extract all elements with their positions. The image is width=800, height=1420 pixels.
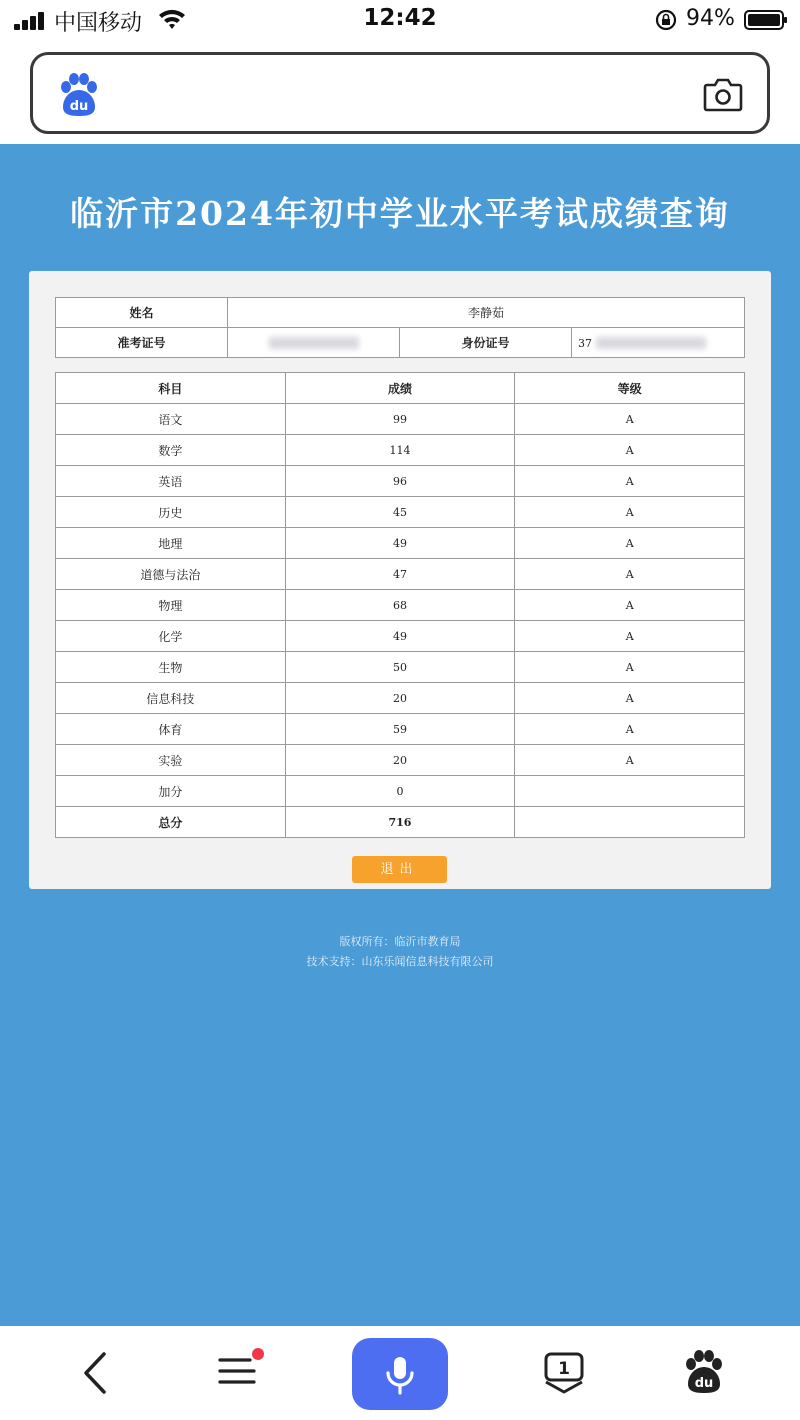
subject-cell: 实验 [56, 745, 286, 776]
table-row [56, 776, 745, 807]
table-row [56, 590, 745, 621]
score-table-header [56, 373, 745, 404]
browser-search-bar [0, 42, 800, 144]
subject-cell: 道德与法治 [56, 559, 286, 590]
subject-cell: 物理 [56, 590, 286, 621]
exam-id-value [228, 328, 400, 358]
score-cell: 0 [285, 776, 515, 807]
status-bar [0, 0, 800, 42]
carrier-name: 中国移动 [54, 11, 143, 36]
score-cell: 49 [285, 528, 515, 559]
subject-cell: 数学 [56, 435, 286, 466]
subject-cell: 英语 [56, 466, 286, 497]
svg-text:du: du [694, 1376, 714, 1391]
notification-dot [252, 1348, 264, 1360]
tech-support-text: 技术支持：山东乐闻信息科技有限公司 [306, 955, 494, 968]
grade-cell: A [515, 528, 745, 559]
header-subject: 科目 [56, 373, 286, 404]
id-card-value [572, 328, 745, 358]
score-cell: 49 [285, 621, 515, 652]
subject-cell: 历史 [56, 497, 286, 528]
copyright-text: 版权所有：临沂市教育局 [339, 935, 461, 948]
score-table [55, 372, 745, 838]
cellular-signal-icon [14, 12, 46, 30]
grade-cell: A [515, 745, 745, 776]
total-score: 716 [285, 807, 515, 838]
clock: 12:42 [363, 5, 437, 31]
grade-cell: A [515, 652, 745, 683]
results-panel [29, 271, 771, 889]
table-row [56, 714, 745, 745]
header-grade: 等级 [515, 373, 745, 404]
camera-icon[interactable] [703, 75, 743, 113]
header-score: 成绩 [285, 373, 515, 404]
subject-cell: 语文 [56, 404, 286, 435]
voice-search-button[interactable] [352, 1338, 448, 1410]
subject-cell: 化学 [56, 621, 286, 652]
grade-cell: A [515, 590, 745, 621]
id-card-partial: 37 [578, 336, 592, 350]
baidu-paw-icon[interactable] [682, 1350, 726, 1394]
tabs-icon[interactable] [542, 1350, 586, 1394]
score-cell: 96 [285, 466, 515, 497]
score-cell: 20 [285, 683, 515, 714]
wifi-icon [157, 7, 187, 31]
table-row [56, 435, 745, 466]
exam-id-label: 准考证号 [56, 328, 228, 358]
exit-button[interactable]: 退出 [352, 856, 447, 883]
grade-cell: A [515, 559, 745, 590]
student-name: 李静茹 [228, 298, 745, 328]
subject-cell: 加分 [56, 776, 286, 807]
table-row [56, 559, 745, 590]
menu-icon[interactable] [216, 1348, 266, 1392]
total-row [56, 807, 745, 838]
grade-cell [515, 776, 745, 807]
tab-count: 1 [558, 1359, 570, 1379]
subject-cell: 地理 [56, 528, 286, 559]
score-cell: 114 [285, 435, 515, 466]
rotation-lock-icon [654, 8, 678, 32]
battery-percent: 94% [686, 6, 735, 31]
score-cell: 50 [285, 652, 515, 683]
total-grade [515, 807, 745, 838]
svg-text:du: du [69, 99, 89, 114]
score-cell: 47 [285, 559, 515, 590]
microphone-icon [384, 1355, 416, 1395]
score-cell: 20 [285, 745, 515, 776]
grade-cell: A [515, 714, 745, 745]
grade-cell: A [515, 683, 745, 714]
subject-cell: 体育 [56, 714, 286, 745]
table-row [56, 652, 745, 683]
student-info-table [55, 297, 745, 358]
name-label: 姓名 [56, 298, 228, 328]
browser-bottom-bar [0, 1326, 800, 1420]
score-cell: 68 [285, 590, 515, 621]
grade-cell: A [515, 404, 745, 435]
table-row [56, 621, 745, 652]
total-label: 总分 [56, 807, 286, 838]
subject-cell: 生物 [56, 652, 286, 683]
search-input[interactable] [30, 52, 770, 134]
page-title: 临沂市2024年初中学业水平考试成绩查询 [70, 194, 730, 233]
score-cell: 59 [285, 714, 515, 745]
grade-cell: A [515, 621, 745, 652]
table-row [56, 404, 745, 435]
subject-cell: 信息科技 [56, 683, 286, 714]
grade-cell: A [515, 466, 745, 497]
table-row [56, 745, 745, 776]
score-cell: 99 [285, 404, 515, 435]
results-page [0, 144, 800, 1326]
back-icon[interactable] [78, 1350, 112, 1396]
page-footer [0, 932, 800, 972]
grade-cell: A [515, 435, 745, 466]
grade-cell: A [515, 497, 745, 528]
table-row [56, 497, 745, 528]
baidu-paw-logo [57, 73, 101, 117]
table-row [56, 528, 745, 559]
battery-icon [744, 10, 788, 30]
table-row [56, 466, 745, 497]
score-cell: 45 [285, 497, 515, 528]
id-card-label: 身份证号 [400, 328, 572, 358]
table-row [56, 683, 745, 714]
